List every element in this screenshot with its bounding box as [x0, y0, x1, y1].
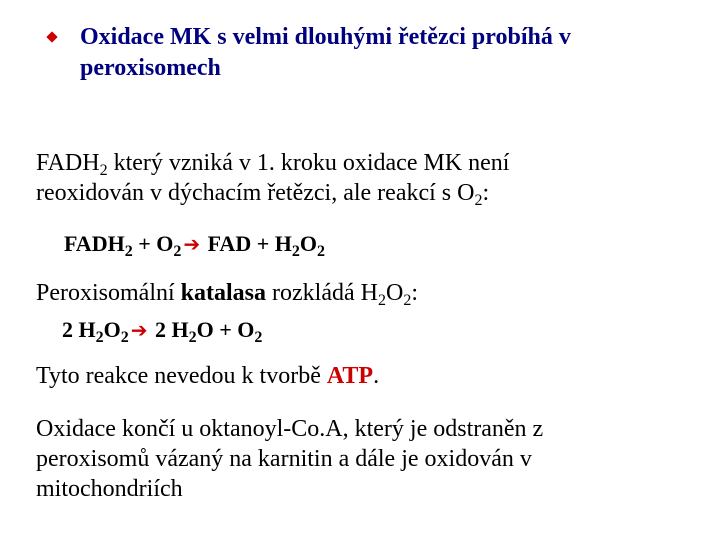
octanoyl-line-2: peroxisomů vázaný na karnitin a dále je oxidován v: [36, 446, 532, 472]
fadh2-line-1: $FADH_2$ který vzniká v 1. kroku oxidace MK není: [36, 150, 510, 179]
fadh2-line-2: reoxidován v dýchacím řetězci, ale reakcí s $O_2$:: [36, 180, 490, 209]
fadh2-paragraph: [36, 148, 696, 208]
title-line-1: Oxidace MK s velmi dlouhými řetězci probíhá v: [80, 24, 571, 50]
slide-title: [54, 22, 694, 84]
right-arrow-icon: ➔: [130, 318, 148, 342]
fadh2-term: FADH: [36, 150, 100, 176]
catalase-term: katalasa: [180, 280, 267, 306]
octanoyl-line-1: Oxidace končí u oktanoyl-Co.A, který je odstraněn z: [36, 416, 544, 442]
catalase-paragraph: Peroxisomální katalasa rozkládá $H_2O_2$:: [36, 280, 418, 309]
atp-paragraph: Tyto reakce nevedou k tvorbě ATP.: [36, 363, 380, 389]
octanoyl-line-3: mitochondriích: [36, 476, 183, 502]
octanoyl-paragraph: [36, 414, 696, 504]
title-line-2: peroxisomech: [80, 55, 221, 81]
equation-peroxide-decomposition: 2 $H_2O_2$ ➔ 2 $H_2O + O_2$: [62, 317, 263, 346]
right-arrow-icon: ➔: [183, 232, 201, 256]
equation-fadh2-oxidation: $FADH_2 + O_2$ ➔ FAD + $H_2O_2$: [64, 231, 325, 260]
atp-term: ATP: [326, 363, 374, 389]
